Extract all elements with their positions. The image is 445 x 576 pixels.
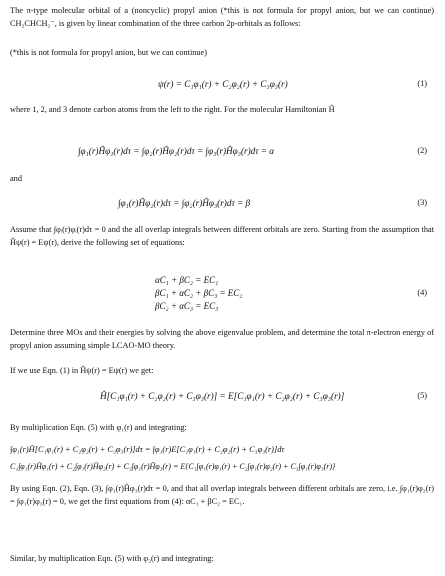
note-paragraph: (*this is not formula for propyl anion, but we can continue) <box>10 48 208 57</box>
equation-1-body: ψ(r) = C₁φ₁(r) + C₂φ₂(r) + C₃φ₃(r) <box>158 79 288 89</box>
equation-2-body: ∫φ₁(r)Ĥφ₁(r)dτ = ∫φ₂(r)Ĥφ₂(r)dτ = ∫φ₃(r)Ĥφ₃(r)dτ = α <box>78 146 275 156</box>
equation-2-number: (2) <box>417 146 427 155</box>
and-paragraph: and <box>10 174 22 183</box>
equation-5-number: (5) <box>417 391 427 400</box>
equation-1-number: (1) <box>417 79 427 88</box>
equation-3-number: (3) <box>417 198 427 207</box>
task-paragraph: Determine three MOs and their energies by solving the above eigenvalue problem, and determine the total π-electron energy of propyl anion assuming simple LCAO-MO theory. <box>10 328 434 350</box>
result-paragraph: By using Eqn. (2), Eqn. (3), ∫φ₁(r)Ĥφ₃(r)dτ = 0, and that all overlap integrals between different orbitals are zero, i.e. ∫φ₁(r)φ₂(r) = ∫φ₁(r)φ₃(r) = 0, we get the first equations from (4): αC₁ + βC₂ = EC₁. <box>10 484 434 506</box>
definition-paragraph: where 1, 2, and 3 denote carbon atoms from the left to the right. For the molecular Hamiltonian Ĥ <box>10 105 335 114</box>
equation-4-number: (4) <box>417 288 427 297</box>
multiplication-paragraph-2: Similar, by multiplication Eqn. (5) with φ₂(r) and integrating: <box>10 554 214 563</box>
equation-3-body: ∫φ₁(r)Ĥφ₂(r)dτ = ∫φ₂(r)Ĥφ₃(r)dτ = β <box>118 198 251 208</box>
equation-3 <box>0 196 445 214</box>
derivation-line-2: C₁∫φ₁(r)Ĥφ₁(r) + C₂∫φ₁(r)Ĥφ₂(r) + C₃∫φ₁(r)Ĥφ₃(r) = E{C₁∫φ₁(r)φ₁(r) + C₂∫φ₁(r)φ₂(r) + C₃∫φ₁(r)φ₃(r)} <box>10 462 336 471</box>
intro-paragraph: The π-type molecular orbital of a (noncyclic) propyl anion (*this is not formula for propyl anion, but we can continue) CH₂CHCH₂⁻, is given by linear combination of the three carbon 2p-orbitals as follows: <box>10 6 434 28</box>
multiplication-paragraph-1: By multiplication Eqn. (5) with φ₁(r) and integrating: <box>10 423 187 432</box>
equation-4-line-3: βC₂ + αC₃ = EC₃ <box>155 301 219 311</box>
equation-4-line-1: αC₁ + βC₂ = EC₁ <box>155 275 219 285</box>
assumption-paragraph: Assume that ∫φᵢ(r)φᵢ(r)dτ = 0 and the all overlap integrals between different orbitals are zero. Starting from the assumption that Ĥψ(r) = Eψ(r), derive the following set of equations: <box>10 225 434 247</box>
equation-4-number-row <box>0 286 445 304</box>
eqn1-usage-paragraph: If we use Eqn. (1) in Ĥψ(r) = Eψ(r) we get: <box>10 366 154 375</box>
equation-4-line-2: βC₁ + αC₂ + βC₃ = EC₂ <box>155 288 243 298</box>
equation-1 <box>0 77 445 95</box>
derivation-line-1: ∫φ₁(r)Ĥ[C₁φ₁(r) + C₂φ₂(r) + C₃φ₃(r)]dτ = ∫φ₁(r)E[C₁φ₁(r) + C₂φ₂(r) + C₃φ₃(r)]dτ <box>10 445 285 454</box>
equation-5 <box>0 389 445 407</box>
equation-5-body: Ĥ[C₁φ₁(r) + C₂φ₂(r) + C₃φ₃(r)] = E[C₁φ₁(r) + C₂φ₂(r) + C₃φ₃(r)] <box>100 391 345 401</box>
equation-2 <box>0 144 445 162</box>
